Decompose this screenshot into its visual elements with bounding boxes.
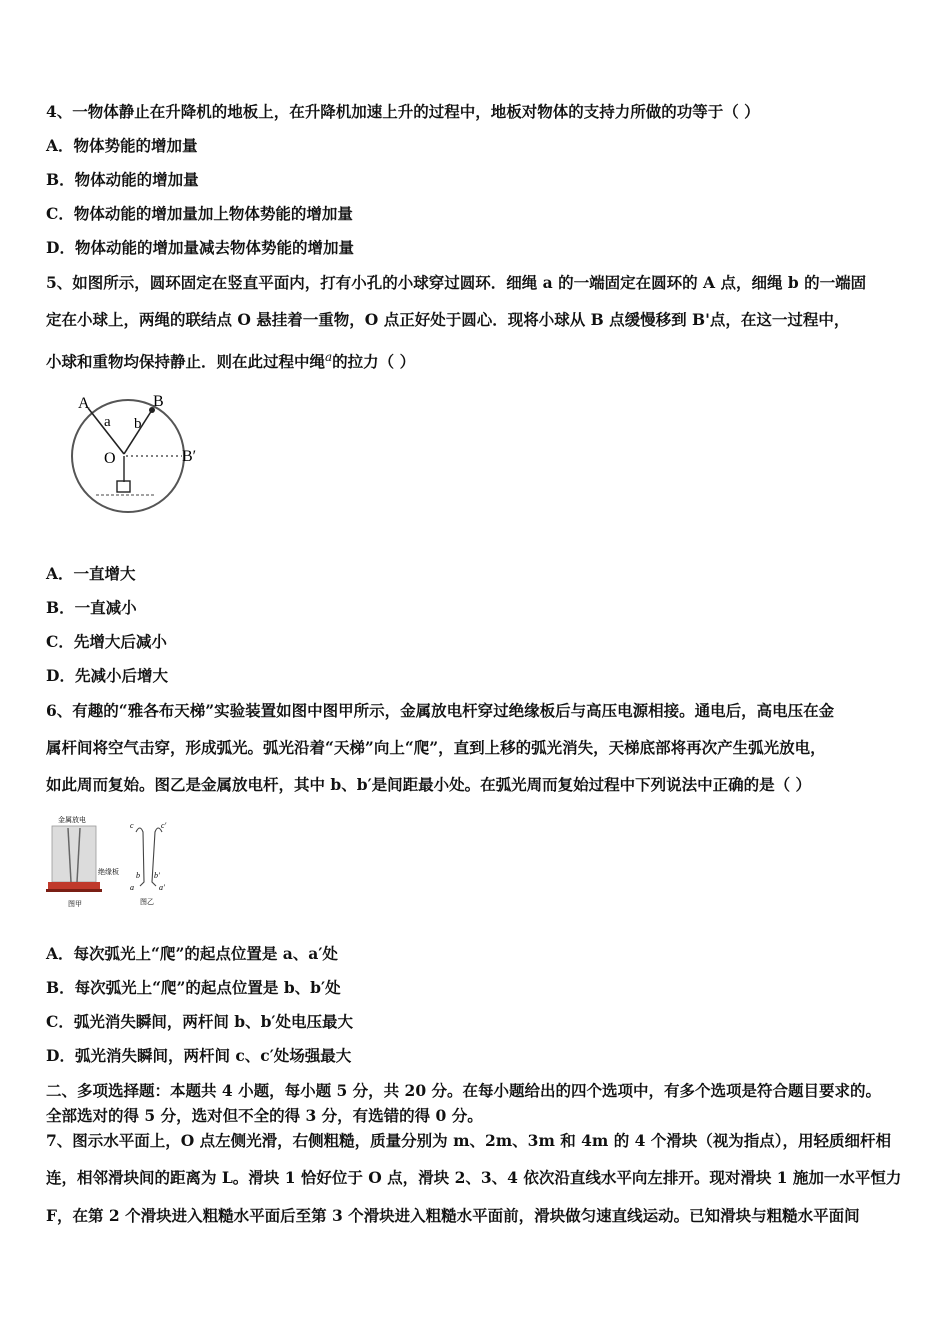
fig-label-A: A xyxy=(78,395,90,412)
fig-label-b: b xyxy=(134,416,142,432)
q7-stem-line3: F，在第 2 个滑块进入粗糙水平面后至第 3 个滑块进入粗糙水平面前，滑块做匀速直线运动。已知滑块与粗糙水平面间 xyxy=(46,1206,860,1225)
q5-ring-figure xyxy=(60,388,220,518)
q6-option-b: B．每次弧光上“爬”的起点位置是 b、b′处 xyxy=(46,978,341,997)
q4-option-d: D．物体动能的增加量减去物体势能的增加量 xyxy=(46,238,354,257)
q5-stem-line3-pre: 小球和重物均保持静止．则在此过程中绳 xyxy=(46,352,326,372)
q4-option-c: C．物体动能的增加量加上物体势能的增加量 xyxy=(46,204,353,223)
q4-option-a: A．物体势能的增加量 xyxy=(46,136,198,155)
fig-label-a: a xyxy=(104,414,111,430)
label-metal-rod: 金属放电 xyxy=(58,816,86,824)
q6-stem-line2: 属杆间将空气击穿，形成弧光。弧光沿着“天梯”向上“爬”，直到上移的弧光消失，天梯底部将再次产生弧光放电， xyxy=(46,738,826,757)
q4-stem: 4、一物体静止在升降机的地板上，在升降机加速上升的过程中，地板对物体的支持力所做的功等于（ ） xyxy=(46,102,760,121)
q4-option-b: B．物体动能的增加量 xyxy=(46,170,199,189)
apparatus-glass xyxy=(52,826,96,882)
label-fig-jia: 图甲 xyxy=(68,900,82,908)
base-plate xyxy=(46,889,102,892)
q5-stem-var-a: a xyxy=(325,350,333,364)
q6-option-d: D．弧光消失瞬间，两杆间 c、c′处场强最大 xyxy=(46,1046,352,1065)
fig-label-O: O xyxy=(104,450,116,467)
q5-stem-line2: 定在小球上，两绳的联结点 O 悬挂着一重物，O 点正好处于圆心．现将小球从 B 点缓慢移到 B'点，在这一过程中， xyxy=(46,310,850,329)
section2-heading-line1: 二、多项选择题：本题共 4 小题，每小题 5 分，共 20 分。在每小题给出的四个选项中，有多个选项是符合题目要求的。 xyxy=(46,1081,882,1100)
label-a: a xyxy=(130,883,134,892)
q6-stem-line3: 如此周而复始。图乙是金属放电杆，其中 b、b′是间距最小处。在弧光周而复始过程中下列说法中正确的是（ ） xyxy=(46,775,812,794)
q5-option-d: D．先减小后增大 xyxy=(46,666,168,685)
label-insulating-board: 绝缘板 xyxy=(98,868,119,876)
q5-option-b: B．一直减小 xyxy=(46,598,137,617)
label-b: b xyxy=(136,871,140,880)
insulating-base xyxy=(48,882,100,890)
q6-option-c: C．弧光消失瞬间，两杆间 b、b′处电压最大 xyxy=(46,1012,353,1031)
q5-stem-line3 xyxy=(46,347,415,372)
label-cp: c′ xyxy=(161,821,167,830)
q6-option-a: A．每次弧光上“爬”的起点位置是 a、a′处 xyxy=(46,944,338,963)
q6-stem-line1: 6、有趣的“雅各布天梯”实验装置如图中图甲所示，金属放电杆穿过绝缘板后与高压电源相接。通电后，高电压在金 xyxy=(46,701,835,720)
label-c: c xyxy=(130,821,134,830)
label-fig-yi: 图乙 xyxy=(140,898,154,906)
q7-stem-line2: 连，相邻滑块间的距离为 L。滑块 1 恰好位于 O 点，滑块 2、3、4 依次沿直线水平向左排开。现对滑块 1 施加一水平恒力 xyxy=(46,1168,902,1187)
fig-label-Bprime: B′ xyxy=(182,448,197,465)
q6-jacob-ladder-figure xyxy=(44,812,184,912)
q5-stem-line1: 5、如图所示，圆环固定在竖直平面内，打有小孔的小球穿过圆环．细绳 a 的一端固定在圆环的 A 点，细绳 b 的一端固 xyxy=(46,273,867,292)
label-ap: a′ xyxy=(159,883,165,892)
q5-option-a: A．一直增大 xyxy=(46,564,136,583)
q5-stem-line3-post: 的拉力（ ） xyxy=(332,352,416,372)
weight-block xyxy=(117,481,130,492)
q7-stem-line1: 7、图示水平面上，O 点左侧光滑，右侧粗糙，质量分别为 m、2m、3m 和 4m 的 4 个滑块（视为指点），用轻质细杆相 xyxy=(46,1131,892,1150)
label-bp: b′ xyxy=(154,871,160,880)
section2-heading-line2: 全部选对的得 5 分，选对但不全的得 3 分，有选错的得 0 分。 xyxy=(46,1106,483,1125)
fig-label-B: B xyxy=(153,393,164,410)
q5-option-c: C．先增大后减小 xyxy=(46,632,167,651)
